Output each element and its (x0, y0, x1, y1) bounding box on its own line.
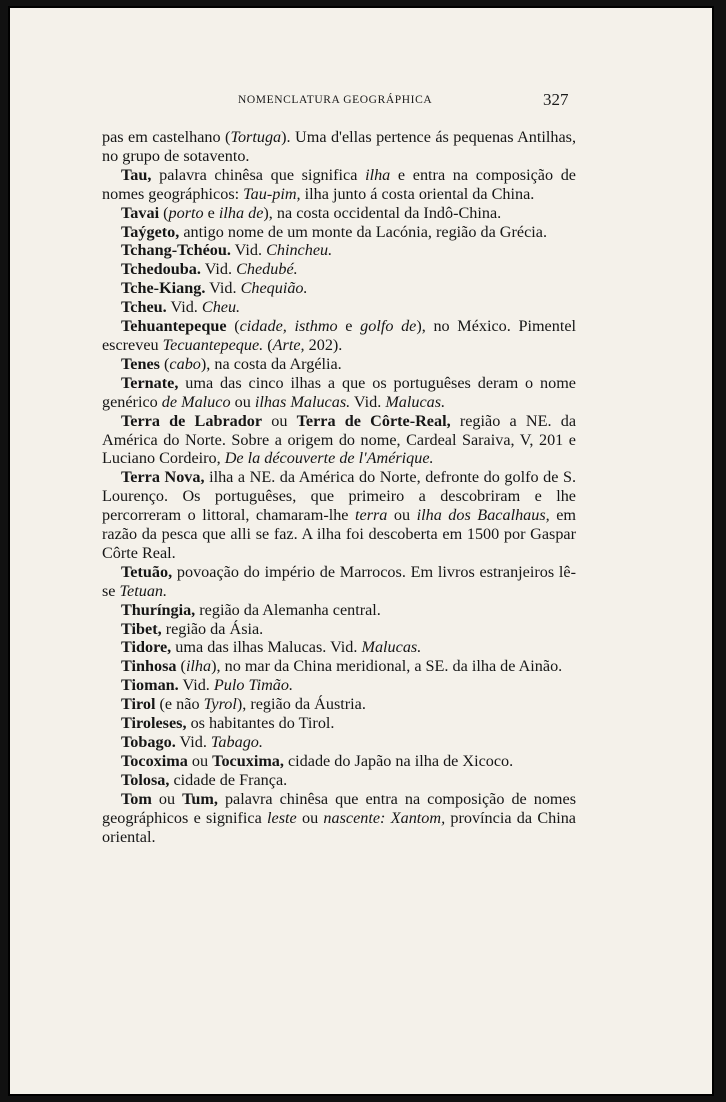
entry-text: ou (187, 751, 213, 770)
entry-text: ilha a NE. da América do Norte, defronte do golfo de S. Lourenço. Os portuguêses, que primeiro a descobriram e lhe percorreram o littoral, chamaram-lhe (102, 468, 576, 525)
entry-headword: Terra de Labrador (121, 411, 263, 430)
gazetteer-entry (102, 714, 576, 733)
italic-text: ilha dos Bacalhaus, (416, 506, 550, 525)
gazetteer-entry (102, 771, 576, 790)
entry-text: ou (262, 411, 297, 430)
gazetteer-entry (102, 563, 576, 601)
entry-headword: Tocoxima (121, 751, 188, 770)
entry-text: ), no mar da China meridional, a SE. da ilha de Ainão. (211, 657, 563, 676)
entry-headword: Tiroleses, (121, 714, 187, 733)
italic-text: terra (355, 506, 388, 525)
entry-headword: Tinhosa (121, 657, 177, 676)
entry-headword: Tobago. (121, 733, 176, 751)
entry-headword: Tetuão, (121, 562, 173, 581)
entry-text: Vid. (205, 279, 241, 298)
gazetteer-entry (102, 355, 576, 374)
gazetteer-entry (102, 676, 576, 695)
italic-text: Tyrol (203, 695, 237, 714)
entry-text: ( (226, 317, 240, 336)
italic-text: Malucas. (385, 392, 446, 411)
italic-text: ilhas Malucas. (254, 392, 351, 411)
entry-text: ( (159, 354, 170, 373)
italic-text: Arte, (272, 335, 305, 354)
entry-headword: Taýgeto, (121, 222, 180, 241)
gazetteer-entry (102, 260, 576, 279)
italic-text: Cheu. (201, 298, 241, 317)
italic-text: Chedubé. (236, 260, 298, 279)
gazetteer-entry (102, 695, 576, 714)
gazetteer-entry (102, 601, 576, 620)
italic-text: Chincheu. (266, 241, 333, 260)
italic-text: cabo (169, 354, 201, 373)
gazetteer-entry (102, 790, 576, 847)
entry-headword: Tum, (182, 789, 218, 808)
entry-headword: Tioman. (121, 676, 179, 695)
page-number: 327 (543, 90, 569, 109)
entry-headword: Tidore, (121, 638, 172, 657)
entry-text: cidade de França. (169, 770, 288, 789)
entry-text: uma das ilhas Malucas. Vid. (171, 638, 362, 657)
entry-text: pas em castelhano ( (102, 128, 231, 146)
entry-headword: Tirol (121, 695, 156, 714)
italic-text: de Maluco (161, 392, 231, 411)
entry-text: ), na costa occidental da Indô-China. (263, 203, 502, 222)
book-page (8, 6, 714, 1096)
entry-text: região a NE. da América do Norte. Sobre a origem do nome, Cardeal Saraiva, V, 201 e Luciano Cordeiro, (102, 411, 576, 468)
entry-text: ilha junto á costa oriental da China. (300, 184, 535, 203)
italic-text: leste (267, 808, 297, 827)
italic-text: De la découverte de l'Amérique. (224, 449, 434, 468)
italic-text: ilha de (218, 203, 264, 222)
entry-text: ( (159, 203, 169, 222)
entry-headword: Tolosa, (121, 770, 170, 789)
entry-headword: Tibet, (121, 619, 162, 638)
italic-text: Tetuan. (119, 581, 168, 600)
italic-text: porto (168, 203, 204, 222)
gazetteer-entry (102, 204, 576, 223)
entry-text: província da China oriental. (102, 808, 576, 846)
entry-text: Vid. (230, 241, 267, 260)
entry-text: cidade do Japão na ilha de Xicoco. (283, 751, 514, 770)
entry-text: palavra chinêsa que entra na composição de nomes geográphicos e significa (102, 789, 577, 827)
entry-text: 202). (304, 335, 343, 354)
italic-text: golfo de (360, 317, 417, 336)
entry-text: uma das cinco ilhas a que os portuguêses deram o nome genérico (102, 373, 576, 411)
entry-text: e entra na composição de nomes geográphicos: (102, 165, 576, 203)
gazetteer-entry (102, 657, 576, 676)
entry-headword: Tocuxima, (212, 751, 284, 770)
entry-text: ), região da Áustria. (236, 695, 366, 714)
entry-headword: Tavai (121, 203, 160, 222)
gazetteer-entry (102, 620, 576, 639)
entry-headword: Tenes (121, 354, 160, 373)
entry-headword: Tche-Kiang. (121, 279, 206, 298)
entry-text: ), na costa da Argélia. (200, 354, 342, 373)
entry-headword: Tcheu. (121, 298, 167, 317)
entry-text: ), no México. Pimentel escreveu (102, 317, 576, 354)
italic-text: Pulo Timão. (213, 676, 294, 695)
entry-text: Vid. (200, 260, 237, 279)
entry-text: Vid. (166, 298, 202, 317)
entry-text: ( (176, 657, 186, 676)
italic-text: Tau-pim, (243, 184, 301, 203)
gazetteer-entry (102, 374, 576, 412)
entry-text: (e não (155, 695, 204, 714)
entry-headword: Tom (121, 789, 152, 808)
italic-text: nascente: Xantom, (323, 808, 446, 827)
entry-text: Vid. (175, 733, 211, 751)
entry-text: região da Ásia. (161, 619, 264, 638)
entry-text: Vid. (178, 676, 214, 695)
gazetteer-entry (102, 468, 576, 563)
italic-text: ilha (185, 657, 212, 676)
gazetteer-entry (102, 733, 576, 752)
italic-text: Tecuantepeque. (162, 335, 264, 354)
gazetteer-entry (102, 298, 576, 317)
gazetteer-entry (102, 752, 576, 771)
entry-headword: Terra Nova, (121, 468, 205, 487)
gazetteer-entry (102, 412, 576, 469)
entry-text: ( (263, 335, 273, 354)
italic-text: Tortuga (230, 128, 282, 146)
italic-text: ilha (365, 165, 391, 184)
entry-headword: Terra de Côrte-Real, (296, 411, 451, 430)
entry-text: palavra chinêsa que significa (151, 165, 366, 184)
italic-text: cidade, isthmo (239, 317, 338, 336)
italic-text: Chequião. (240, 279, 308, 298)
entry-text: ou (230, 392, 255, 411)
running-title: NOMENCLATURA GEOGRÁPHICA (238, 94, 433, 106)
entry-text: e (337, 317, 361, 336)
entry-headword: Ternate, (121, 373, 179, 392)
entry-headword: Tchang-Tchéou. (121, 241, 231, 260)
gazetteer-entry (102, 166, 576, 204)
gazetteer-entry (102, 223, 576, 242)
entry-headword: Tchedouba. (121, 260, 201, 279)
page-header (10, 90, 716, 114)
entry-text: e (203, 203, 219, 222)
entry-headword: Tehuantepeque (121, 317, 227, 336)
entry-text: ou (151, 789, 183, 808)
entry-text: antigo nome de um monte da Lacónia, região da Grécia. (179, 222, 547, 241)
entry-text: região da Alemanha central. (195, 600, 381, 619)
entry-text: em razão da pesca que alli se faz. A ilha foi descoberta em 1500 por Gaspar Côrte Real. (102, 506, 576, 562)
entry-headword: Thuríngia, (121, 600, 196, 619)
entry-text: ). Uma d'ellas pertence ás pequenas Antilhas, no grupo de sotavento. (102, 128, 576, 165)
entry-text: povoação do império de Marrocos. Em livros estranjeiros lê-se (102, 562, 576, 600)
entry-text: ou (387, 506, 417, 525)
gazetteer-entry (102, 128, 576, 166)
gazetteer-entry (102, 279, 576, 298)
entry-text: os habitantes do Tirol. (186, 714, 335, 733)
italic-text: Tabago. (210, 733, 263, 751)
dictionary-entries (102, 128, 576, 846)
entry-text: ou (296, 808, 324, 827)
gazetteer-entry (102, 638, 576, 657)
entry-text: Vid. (350, 392, 386, 411)
gazetteer-entry (102, 317, 576, 355)
italic-text: Malucas. (361, 638, 422, 657)
gazetteer-entry (102, 241, 576, 260)
entry-headword: Tau, (121, 165, 152, 184)
